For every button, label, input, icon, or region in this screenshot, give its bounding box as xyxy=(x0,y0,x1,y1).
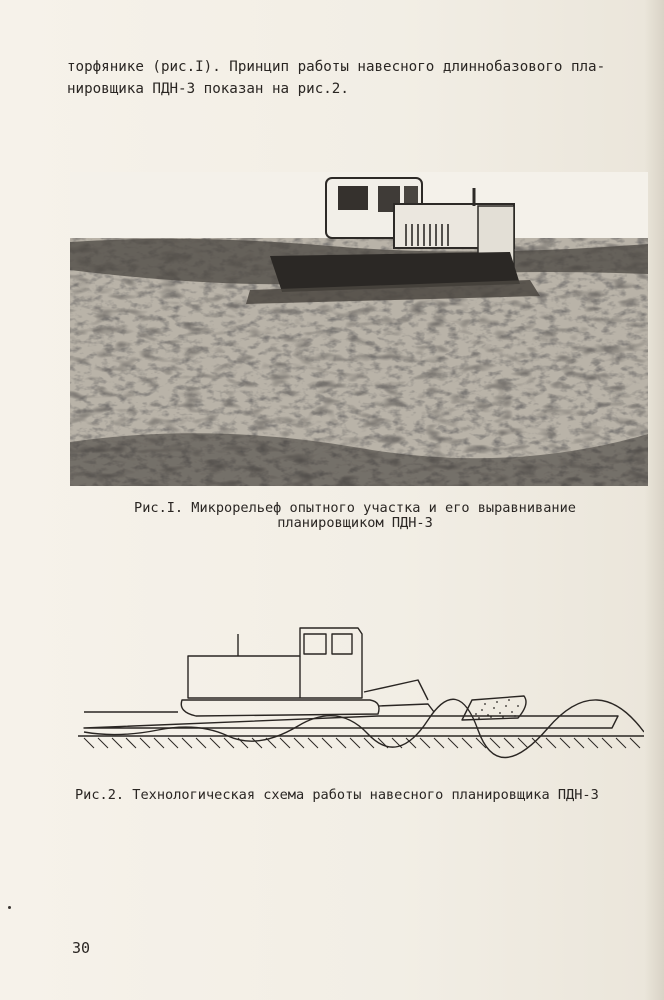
paragraph-line-2: нировщика ПДН-3 показан на рис.2. xyxy=(67,81,349,97)
figure1-caption-line-1: Рис.I. Микрорельеф опытного участка и его выравнивание xyxy=(134,500,576,516)
ink-speck xyxy=(8,906,11,909)
figure2-scheme-drawing xyxy=(78,620,644,760)
figure1-caption-line-2: планировщиком ПДН-3 xyxy=(277,515,433,531)
figure1-photo xyxy=(70,172,648,486)
body-paragraph xyxy=(67,56,627,100)
paragraph-line-1: торфянике (рис.I). Принцип работы навесного длиннобазового пла- xyxy=(67,59,606,75)
figure2-caption: Рис.2. Технологическая схема работы навесного планировщика ПДН-3 xyxy=(75,787,599,803)
page-number: 30 xyxy=(72,939,91,957)
figure1-caption xyxy=(90,501,620,531)
